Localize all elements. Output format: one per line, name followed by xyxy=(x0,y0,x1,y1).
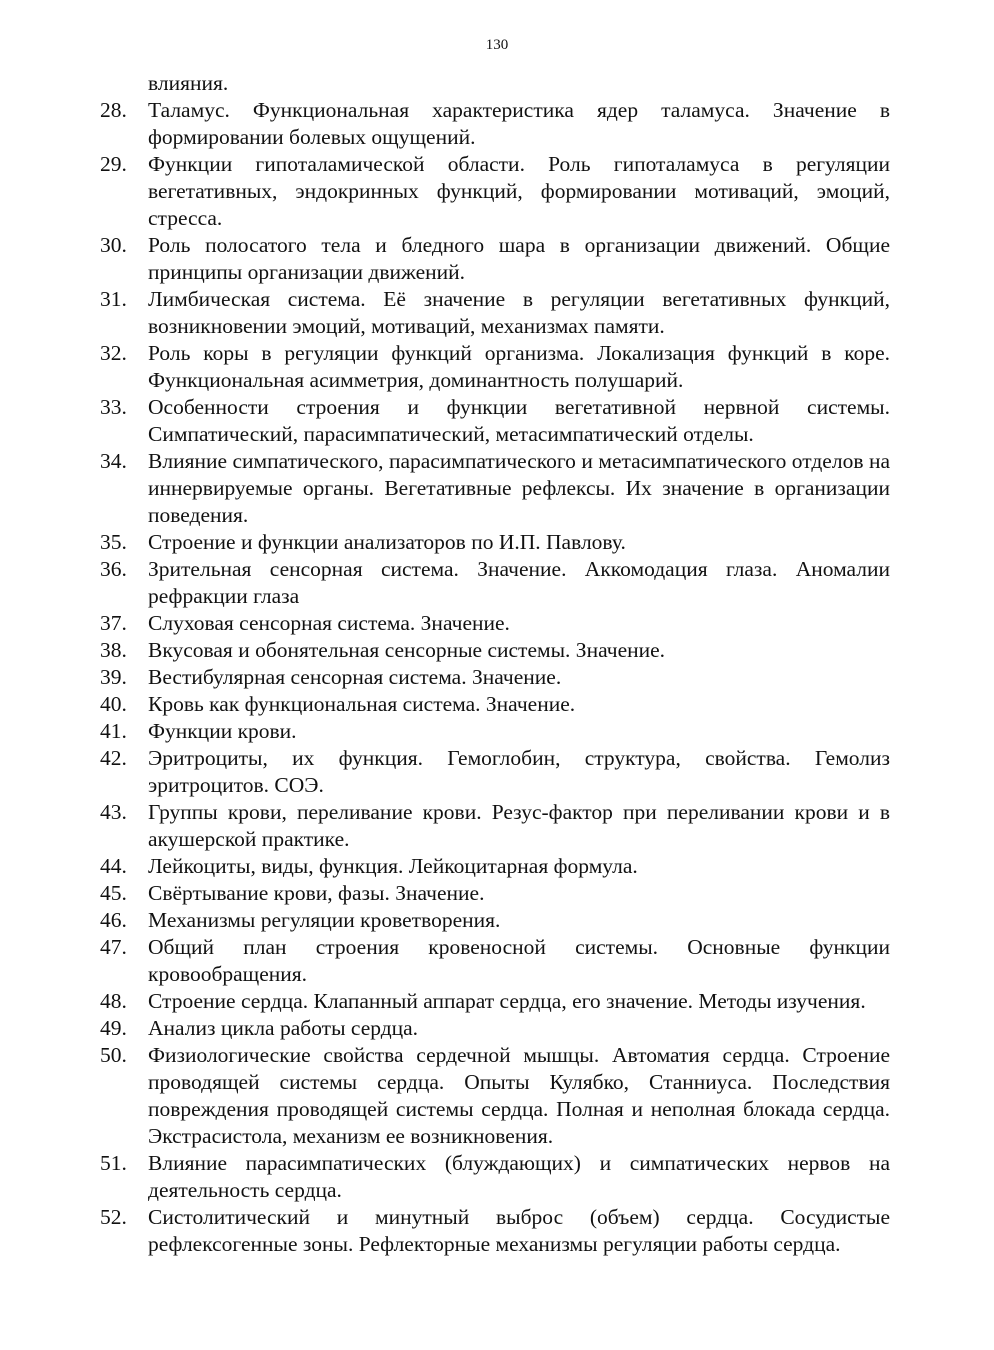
item-text: Зрительная сенсорная система. Значение. Аккомодация глаза. Аномалии рефракции глаза xyxy=(148,557,890,608)
list-item xyxy=(100,1150,890,1204)
item-text: Анализ цикла работы сердца. xyxy=(148,1016,419,1040)
item-text: Таламус. Функциональная характеристика ядер таламуса. Значение в формировании болевых ощущений. xyxy=(148,98,890,149)
list-item xyxy=(100,880,890,907)
item-text: Свёртывание крови, фазы. Значение. xyxy=(148,881,485,905)
list-item xyxy=(100,286,890,340)
continued-text: влияния. xyxy=(148,71,229,95)
list-item xyxy=(100,1015,890,1042)
list-item xyxy=(100,718,890,745)
page-number: 130 xyxy=(485,37,509,53)
list-item xyxy=(100,907,890,934)
item-number: 43. xyxy=(100,800,127,824)
item-number: 51. xyxy=(100,1151,127,1175)
item-text: Кровь как функциональная система. Значение. xyxy=(148,692,576,716)
list-item xyxy=(100,691,890,718)
item-number: 39. xyxy=(100,665,127,689)
list-item xyxy=(100,637,890,664)
item-number: 29. xyxy=(100,152,127,176)
item-text: Механизмы регуляции кроветворения. xyxy=(148,908,501,932)
list-item xyxy=(100,988,890,1015)
list-item xyxy=(100,151,890,232)
item-text: Роль полосатого тела и бледного шара в организации движений. Общие принципы организации движений. xyxy=(148,233,890,284)
item-number: 38. xyxy=(100,638,127,662)
list-item xyxy=(100,610,890,637)
item-text: Физиологические свойства сердечной мышцы. Автоматия сердца. Строение проводящей системы сердца. Опыты Кулябко, Станниуса. Последствия повреждения проводящей системы сердца. Полная и неполная блокада сердца. Экстрасистола, механизм ее возникновения. xyxy=(148,1043,890,1148)
item-text: Слуховая сенсорная система. Значение. xyxy=(148,611,510,635)
item-text: Функции гипоталамической области. Роль гипоталамуса в регуляции вегетативных, эндокринных функций, формировании мотиваций, эмоций, стресса. xyxy=(148,152,890,230)
item-text: Систолитический и минутный выброс (объем) сердца. Сосудистые рефлексогенные зоны. Рефлекторные механизмы регуляции работы сердца. xyxy=(148,1205,890,1256)
item-number: 31. xyxy=(100,287,127,311)
item-number: 36. xyxy=(100,557,127,581)
list-item xyxy=(100,1204,890,1258)
item-text: Влияние парасимпатических (блуждающих) и симпатических нервов на деятельность сердца. xyxy=(148,1151,890,1202)
item-number: 46. xyxy=(100,908,127,932)
item-number: 32. xyxy=(100,341,127,365)
list-item xyxy=(100,340,890,394)
item-number: 33. xyxy=(100,395,127,419)
item-number: 40. xyxy=(100,692,127,716)
item-number: 42. xyxy=(100,746,127,770)
item-text: Вестибулярная сенсорная система. Значение. xyxy=(148,665,562,689)
item-text: Особенности строения и функции вегетативной нервной системы. Симпатический, парасимпатический, метасимпатический отделы. xyxy=(148,395,890,446)
item-number: 28. xyxy=(100,98,127,122)
question-list-content xyxy=(100,70,890,1258)
item-text: Эритроциты, их функция. Гемоглобин, структура, свойства. Гемолиз эритроцитов. СОЭ. xyxy=(148,746,890,797)
item-text: Группы крови, переливание крови. Резус-фактор при переливании крови и в акушерской практике. xyxy=(148,800,890,851)
item-number: 52. xyxy=(100,1205,127,1229)
item-number: 35. xyxy=(100,530,127,554)
question-list xyxy=(100,97,890,1258)
item-number: 47. xyxy=(100,935,127,959)
list-item xyxy=(100,799,890,853)
item-text: Строение сердца. Клапанный аппарат сердца, его значение. Методы изучения. xyxy=(148,989,866,1013)
item-text: Общий план строения кровеносной системы. Основные функции кровообращения. xyxy=(148,935,890,986)
item-text: Функции крови. xyxy=(148,719,297,743)
list-item xyxy=(100,529,890,556)
item-number: 44. xyxy=(100,854,127,878)
item-text: Строение и функции анализаторов по И.П. Павлову. xyxy=(148,530,626,554)
list-item xyxy=(100,448,890,529)
item-text: Влияние симпатического, парасимпатического и метасимпатического отделов на иннервируемые органы. Вегетативные рефлексы. Их значение в организации поведения. xyxy=(148,449,890,527)
item-text: Лейкоциты, виды, функция. Лейкоцитарная формула. xyxy=(148,854,638,878)
list-item xyxy=(100,664,890,691)
list-item xyxy=(100,556,890,610)
item-text: Лимбическая система. Её значение в регуляции вегетативных функций, возникновении эмоций, мотиваций, механизмах памяти. xyxy=(148,287,890,338)
item-number: 41. xyxy=(100,719,127,743)
item-number: 50. xyxy=(100,1043,127,1067)
list-item xyxy=(100,394,890,448)
item-number: 45. xyxy=(100,881,127,905)
list-item xyxy=(100,232,890,286)
item-text: Вкусовая и обонятельная сенсорные системы. Значение. xyxy=(148,638,666,662)
item-number: 48. xyxy=(100,989,127,1013)
item-number: 34. xyxy=(100,449,127,473)
item-number: 30. xyxy=(100,233,127,257)
list-item xyxy=(100,745,890,799)
list-item xyxy=(100,853,890,880)
list-item xyxy=(100,97,890,151)
item-text: Роль коры в регуляции функций организма. Локализация функций в коре. Функциональная асимметрия, доминантность полушарий. xyxy=(148,341,890,392)
item-number: 37. xyxy=(100,611,127,635)
list-item xyxy=(100,1042,890,1150)
item-number: 49. xyxy=(100,1016,127,1040)
list-item xyxy=(100,934,890,988)
